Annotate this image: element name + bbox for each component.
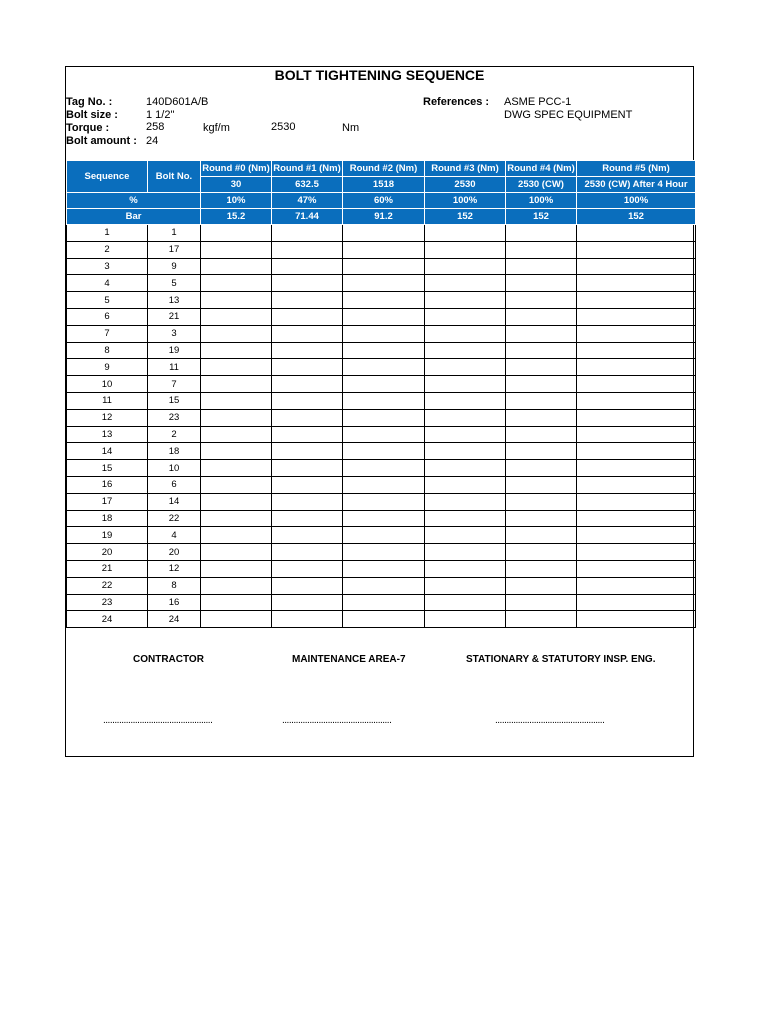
table-row [67,376,696,393]
round-entry-cell[interactable] [506,292,577,309]
sequence-cell: 6 [67,308,148,325]
round-percent: 100% [425,193,506,209]
round-entry-cell[interactable] [425,325,506,342]
round-entry-cell[interactable] [425,476,506,493]
table-row [67,258,696,275]
round-entry-cell[interactable] [577,376,696,393]
sequence-cell: 18 [67,510,148,527]
round-torque: 2530 (CW) [506,177,577,193]
round-entry-cell[interactable] [201,275,272,292]
round-entry-cell[interactable] [506,527,577,544]
header-row-percent [67,193,696,209]
round-entry-cell[interactable] [272,359,343,376]
torque-nm-value: 2530 [271,121,296,133]
round-entry-cell[interactable] [577,241,696,258]
round-entry-cell[interactable] [577,275,696,292]
torque-kgf-value: 258 [146,121,165,133]
round-entry-cell[interactable] [201,460,272,477]
table-row [67,544,696,561]
round-entry-cell[interactable] [272,460,343,477]
round-entry-cell[interactable] [506,409,577,426]
round-entry-cell[interactable] [201,376,272,393]
round-torque: 632.5 [272,177,343,193]
torque-nm-unit: Nm [342,122,360,134]
round-entry-cell[interactable] [343,392,425,409]
round-entry-cell[interactable] [425,241,506,258]
bolt-cell: 13 [148,292,201,309]
bolt-cell: 6 [148,476,201,493]
round-entry-cell[interactable] [343,342,425,359]
tag-label: Tag No. : [66,96,113,108]
round-entry-cell[interactable] [577,225,696,242]
round-entry-cell[interactable] [577,443,696,460]
round-entry-cell[interactable] [577,577,696,594]
sequence-cell: 4 [67,275,148,292]
round-bar: 15.2 [201,209,272,225]
round-entry-cell[interactable] [425,443,506,460]
round-entry-cell[interactable] [577,426,696,443]
round-entry-cell[interactable] [506,225,577,242]
round-entry-cell[interactable] [201,544,272,561]
round-entry-cell[interactable] [343,225,425,242]
round-entry-cell[interactable] [343,426,425,443]
round-entry-cell[interactable] [201,510,272,527]
round-entry-cell[interactable] [577,359,696,376]
bolt-size-value: 1 1/2" [146,109,175,121]
sequence-cell: 1 [67,225,148,242]
round-entry-cell[interactable] [425,376,506,393]
bolt-cell: 17 [148,241,201,258]
signature-line[interactable]: ................................................ [103,715,213,726]
round-entry-cell[interactable] [506,577,577,594]
round-entry-cell[interactable] [201,392,272,409]
round-entry-cell[interactable] [506,258,577,275]
round-entry-cell[interactable] [425,275,506,292]
round-entry-cell[interactable] [272,560,343,577]
round-entry-cell[interactable] [201,476,272,493]
round-entry-cell[interactable] [577,493,696,510]
round-entry-cell[interactable] [577,544,696,561]
round-torque: 1518 [343,177,425,193]
round-entry-cell[interactable] [201,258,272,275]
table-row [67,476,696,493]
table-row [67,225,696,242]
round-entry-cell[interactable] [343,241,425,258]
round-entry-cell[interactable] [506,544,577,561]
table-row [67,560,696,577]
round-entry-cell[interactable] [272,376,343,393]
percent-label: % [67,193,201,209]
round-torque: 2530 [425,177,506,193]
round-entry-cell[interactable] [272,409,343,426]
table-body [67,225,696,628]
round-entry-cell[interactable] [272,611,343,628]
round-entry-cell[interactable] [425,527,506,544]
reference-item: ASME PCC-1 [504,96,572,108]
bar-label: Bar [67,209,201,225]
round-entry-cell[interactable] [506,510,577,527]
table-row [67,359,696,376]
table-row [67,493,696,510]
sequence-cell: 19 [67,527,148,544]
round-header: Round #2 (Nm) [343,161,425,177]
table-row [67,409,696,426]
round-bar: 71.44 [272,209,343,225]
round-entry-cell[interactable] [201,325,272,342]
round-entry-cell[interactable] [201,527,272,544]
round-entry-cell[interactable] [577,460,696,477]
sequence-cell: 15 [67,460,148,477]
round-entry-cell[interactable] [425,426,506,443]
round-entry-cell[interactable] [425,594,506,611]
signature-label: MAINTENANCE AREA-7 [292,654,406,665]
sequence-cell: 3 [67,258,148,275]
bolt-amount-value: 24 [146,135,159,147]
round-entry-cell[interactable] [506,376,577,393]
round-entry-cell[interactable] [506,241,577,258]
bolt-cell: 16 [148,594,201,611]
round-entry-cell[interactable] [201,225,272,242]
round-entry-cell[interactable] [272,392,343,409]
round-entry-cell[interactable] [577,476,696,493]
sequence-cell: 5 [67,292,148,309]
bolt-cell: 10 [148,460,201,477]
sequence-cell: 16 [67,476,148,493]
reference-item: DWG SPEC EQUIPMENT [504,109,633,121]
round-entry-cell[interactable] [343,258,425,275]
bolt-cell: 4 [148,527,201,544]
round-header: Round #5 (Nm) [577,161,696,177]
round-entry-cell[interactable] [506,308,577,325]
round-entry-cell[interactable] [425,611,506,628]
round-entry-cell[interactable] [577,409,696,426]
bolt-cell: 2 [148,426,201,443]
round-entry-cell[interactable] [201,594,272,611]
round-entry-cell[interactable] [201,359,272,376]
sequence-cell: 14 [67,443,148,460]
round-entry-cell[interactable] [272,342,343,359]
round-bar: 152 [425,209,506,225]
round-header: Round #3 (Nm) [425,161,506,177]
table-row [67,392,696,409]
round-entry-cell[interactable] [343,594,425,611]
round-entry-cell[interactable] [343,292,425,309]
round-entry-cell[interactable] [506,392,577,409]
round-entry-cell[interactable] [425,308,506,325]
round-entry-cell[interactable] [343,275,425,292]
round-entry-cell[interactable] [201,409,272,426]
round-entry-cell[interactable] [343,308,425,325]
round-entry-cell[interactable] [425,359,506,376]
round-entry-cell[interactable] [272,510,343,527]
bolt-cell: 20 [148,544,201,561]
table-row [67,308,696,325]
bolt-no-header: Bolt No. [148,161,201,193]
round-entry-cell[interactable] [343,460,425,477]
round-entry-cell[interactable] [577,325,696,342]
round-entry-cell[interactable] [425,409,506,426]
table-row [67,443,696,460]
round-entry-cell[interactable] [577,611,696,628]
round-entry-cell[interactable] [577,342,696,359]
round-entry-cell[interactable] [272,308,343,325]
sequence-cell: 2 [67,241,148,258]
round-entry-cell[interactable] [506,443,577,460]
round-entry-cell[interactable] [201,342,272,359]
header-row-bar [67,209,696,225]
round-entry-cell[interactable] [272,292,343,309]
table-row [67,275,696,292]
table-row [67,527,696,544]
references-label: References : [423,96,490,108]
round-entry-cell[interactable] [577,292,696,309]
round-entry-cell[interactable] [506,611,577,628]
round-torque: 30 [201,177,272,193]
bolt-cell: 3 [148,325,201,342]
sequence-cell: 10 [67,376,148,393]
round-entry-cell[interactable] [425,225,506,242]
sequence-cell: 8 [67,342,148,359]
sequence-cell: 12 [67,409,148,426]
round-entry-cell[interactable] [201,493,272,510]
round-entry-cell[interactable] [343,510,425,527]
round-entry-cell[interactable] [272,275,343,292]
round-entry-cell[interactable] [425,342,506,359]
table-row [67,342,696,359]
round-bar: 91.2 [343,209,425,225]
page-title: BOLT TIGHTENING SEQUENCE [274,67,485,83]
round-torque: 2530 (CW) After 4 Hour [577,177,696,193]
round-entry-cell[interactable] [577,560,696,577]
sequence-cell: 11 [67,392,148,409]
round-header: Round #1 (Nm) [272,161,343,177]
round-entry-cell[interactable] [272,577,343,594]
sequence-cell: 21 [67,560,148,577]
round-percent: 10% [201,193,272,209]
table-row [67,325,696,342]
round-header: Round #4 (Nm) [506,161,577,177]
round-entry-cell[interactable] [272,258,343,275]
bolt-cell: 15 [148,392,201,409]
round-entry-cell[interactable] [425,258,506,275]
round-entry-cell[interactable] [201,241,272,258]
bolt-cell: 19 [148,342,201,359]
round-entry-cell[interactable] [201,426,272,443]
round-percent: 100% [577,193,696,209]
round-entry-cell[interactable] [343,560,425,577]
signature-line[interactable]: ................................................ [495,715,605,726]
round-entry-cell[interactable] [425,577,506,594]
round-entry-cell[interactable] [343,409,425,426]
round-bar: 152 [577,209,696,225]
bolt-cell: 23 [148,409,201,426]
bolt-cell: 22 [148,510,201,527]
round-entry-cell[interactable] [272,241,343,258]
round-entry-cell[interactable] [425,544,506,561]
header-row-rounds [67,161,696,177]
round-entry-cell[interactable] [272,594,343,611]
sequence-cell: 20 [67,544,148,561]
round-entry-cell[interactable] [506,275,577,292]
round-entry-cell[interactable] [425,560,506,577]
sequence-cell: 22 [67,577,148,594]
round-entry-cell[interactable] [201,308,272,325]
bolt-cell: 9 [148,258,201,275]
round-entry-cell[interactable] [201,611,272,628]
bolt-sequence-sheet [65,66,694,757]
round-entry-cell[interactable] [506,460,577,477]
bolt-cell: 7 [148,376,201,393]
round-entry-cell[interactable] [506,426,577,443]
tag-value: 140D601A/B [146,96,209,108]
round-header: Round #0 (Nm) [201,161,272,177]
table-row [67,577,696,594]
round-percent: 60% [343,193,425,209]
signature-label: CONTRACTOR [133,654,204,665]
round-entry-cell[interactable] [425,392,506,409]
round-entry-cell[interactable] [577,308,696,325]
sequence-cell: 9 [67,359,148,376]
bolt-cell: 8 [148,577,201,594]
round-percent: 100% [506,193,577,209]
table-row [67,510,696,527]
bolt-size-label: Bolt size : [66,109,118,121]
signature-line[interactable]: ................................................ [282,715,392,726]
round-entry-cell[interactable] [506,325,577,342]
round-entry-cell[interactable] [343,359,425,376]
signature-label: STATIONARY & STATUTORY INSP. ENG. [466,654,656,665]
sequence-cell: 7 [67,325,148,342]
signature-footer [66,654,695,754]
round-entry-cell[interactable] [272,527,343,544]
sequence-cell: 13 [67,426,148,443]
torque-label: Torque : [66,122,110,134]
table-row [67,241,696,258]
torque-kgf-unit: kgf/m [203,122,230,134]
table-row [67,426,696,443]
round-entry-cell[interactable] [425,460,506,477]
round-entry-cell[interactable] [506,359,577,376]
round-entry-cell[interactable] [577,392,696,409]
round-entry-cell[interactable] [272,225,343,242]
round-entry-cell[interactable] [577,510,696,527]
round-entry-cell[interactable] [201,443,272,460]
bolt-cell: 14 [148,493,201,510]
bolt-cell: 21 [148,308,201,325]
sequence-cell: 24 [67,611,148,628]
bolt-cell: 1 [148,225,201,242]
round-entry-cell[interactable] [272,443,343,460]
round-entry-cell[interactable] [343,376,425,393]
round-entry-cell[interactable] [343,577,425,594]
round-entry-cell[interactable] [343,325,425,342]
round-entry-cell[interactable] [506,560,577,577]
round-entry-cell[interactable] [425,292,506,309]
table-row [67,292,696,309]
round-bar: 152 [506,209,577,225]
round-entry-cell[interactable] [272,426,343,443]
bolt-sequence-table [66,160,696,628]
round-entry-cell[interactable] [425,510,506,527]
bolt-cell: 24 [148,611,201,628]
bolt-cell: 18 [148,443,201,460]
round-entry-cell[interactable] [577,594,696,611]
round-entry-cell[interactable] [343,544,425,561]
sequence-cell: 17 [67,493,148,510]
round-entry-cell[interactable] [577,527,696,544]
round-entry-cell[interactable] [201,292,272,309]
round-entry-cell[interactable] [343,611,425,628]
round-entry-cell[interactable] [201,577,272,594]
sequence-cell: 23 [67,594,148,611]
round-entry-cell[interactable] [201,560,272,577]
round-entry-cell[interactable] [506,342,577,359]
round-entry-cell[interactable] [425,493,506,510]
bolt-cell: 5 [148,275,201,292]
round-entry-cell[interactable] [506,476,577,493]
table-row [67,611,696,628]
round-entry-cell[interactable] [343,527,425,544]
round-entry-cell[interactable] [577,258,696,275]
round-entry-cell[interactable] [506,594,577,611]
round-entry-cell[interactable] [272,325,343,342]
round-entry-cell[interactable] [343,443,425,460]
table-row [67,594,696,611]
round-entry-cell[interactable] [272,476,343,493]
bolt-cell: 12 [148,560,201,577]
round-entry-cell[interactable] [343,476,425,493]
bolt-cell: 11 [148,359,201,376]
table-row [67,460,696,477]
round-entry-cell[interactable] [506,493,577,510]
bolt-amount-label: Bolt amount : [66,135,137,147]
round-entry-cell[interactable] [272,544,343,561]
round-entry-cell[interactable] [343,493,425,510]
round-percent: 47% [272,193,343,209]
sequence-header: Sequence [67,161,148,193]
round-entry-cell[interactable] [272,493,343,510]
